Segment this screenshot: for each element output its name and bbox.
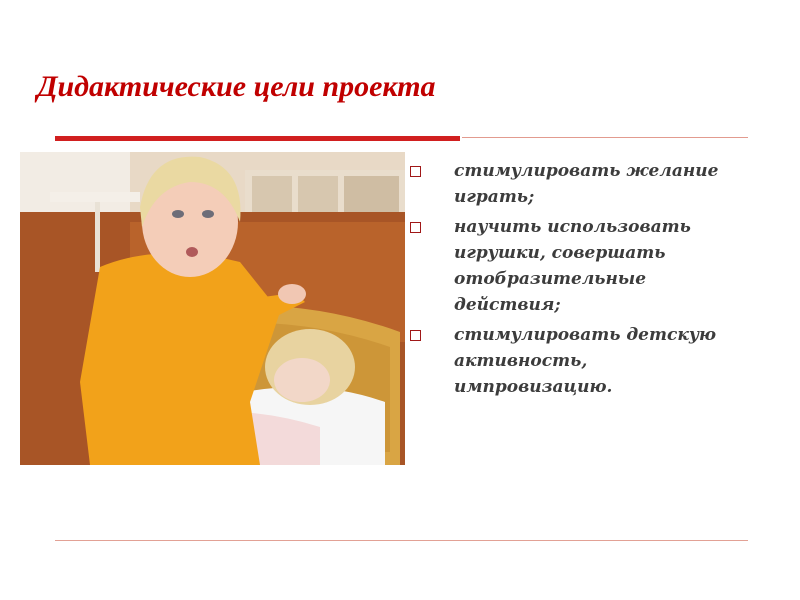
goals-list	[410, 158, 750, 404]
square-bullet-icon	[410, 330, 421, 341]
list-item	[410, 322, 750, 400]
title-accent-rule	[55, 136, 460, 141]
title-divider-line	[462, 137, 748, 138]
list-item	[410, 158, 750, 210]
child-with-doll-photo	[20, 152, 405, 465]
footer-divider-line	[55, 540, 748, 541]
list-item	[410, 214, 750, 318]
slide-title: Дидактические цели проекта	[37, 70, 436, 103]
goal-text: научить использовать игрушки, совершать отобразительные действия;	[454, 217, 691, 315]
goal-text: стимулировать детскую активность, импровизацию.	[454, 325, 717, 397]
square-bullet-icon	[410, 222, 421, 233]
goal-text: стимулировать желание играть;	[454, 161, 719, 207]
square-bullet-icon	[410, 166, 421, 177]
